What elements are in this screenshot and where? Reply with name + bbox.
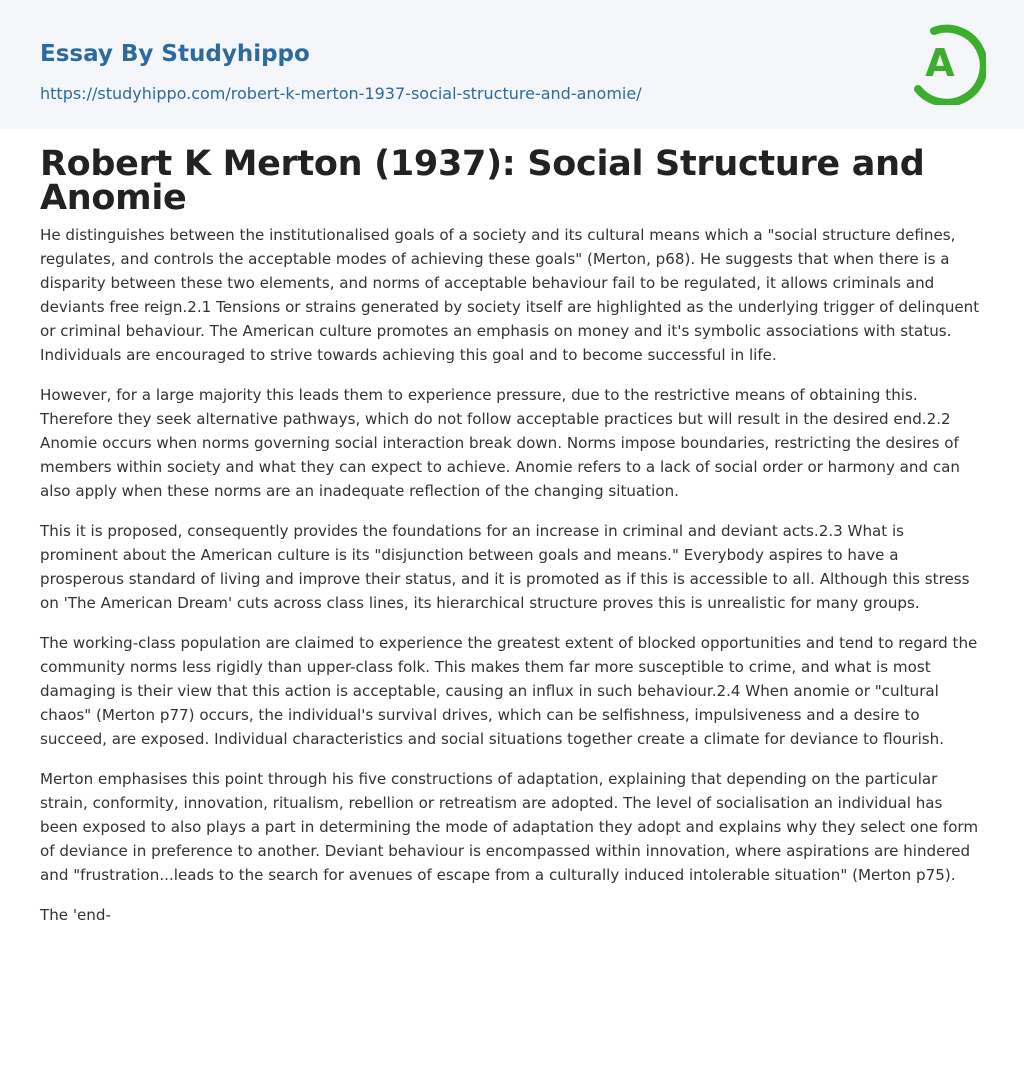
studyhippo-logo-icon[interactable] [912, 19, 986, 105]
site-header [0, 0, 1024, 129]
article-paragraph: However, for a large majority this leads them to experience pressure, due to the restrictive means of obtaining this. Therefore they seek alternative pathways, which do not follow acceptable practices but will result in the desired end.2.2 Anomie occurs when norms governing social interaction break down. Norms impose boundaries, restricting the desires of members within society and what they can expect to achieve. Anomie refers to a lack of social order or harmony and can also apply when these norms are an inadequate reflection of the changing situation. [40, 386, 960, 500]
site-brand[interactable]: Essay By Studyhippo [40, 41, 310, 67]
logo-letter: A [925, 41, 955, 85]
article-content [0, 144, 1024, 927]
article-paragraph-truncated: The 'end- [40, 906, 111, 924]
article-paragraph: Merton emphasises this point through his five constructions of adaptation, explaining that depending on the particular strain, conformity, innovation, ritualism, rebellion or retreatism are adopted. The level of socialisation an individual has been exposed to also plays a part in determining the mode of adaptation they adopt and explains why they select one form of deviance in preference to another. Deviant behaviour is encompassed within innovation, where aspirations are hindered and "frustration...leads to the search for avenues of escape from a culturally induced intolerable situation" (Merton p75). [40, 770, 979, 884]
article-paragraph: This it is proposed, consequently provides the foundations for an increase in criminal and deviant acts.2.3 What is prominent about the American culture is its "disjunction between goals and means." Everybody aspires to have a prosperous standard of living and improve their status, and it is promoted as if this is accessible to all. Although this stress on 'The American Dream' cuts across class lines, its hierarchical structure proves this is unrealistic for many groups. [40, 522, 970, 612]
article-title: Robert K Merton (1937): Social Structure and Anomie [40, 144, 925, 218]
article-paragraph: He distinguishes between the institutionalised goals of a society and its cultural means which a "social structure defines, regulates, and controls the acceptable modes of achieving these goals" (Merton, p68). He suggests that when there is a disparity between these two elements, and norms of acceptable behaviour fail to be regulated, it allows criminals and deviants free reign.2.1 Tensions or strains generated by society itself are highlighted as the underlying trigger of delinquent or criminal behaviour. The American culture promotes an emphasis on money and it's symbolic associations with status. Individuals are encouraged to strive towards achieving this goal and to become successful in life. [40, 226, 980, 364]
article-url-link[interactable]: https://studyhippo.com/robert-k-merton-1937-social-structure-and-anomie/ [40, 84, 642, 103]
article-paragraph: The working-class population are claimed to experience the greatest extent of blocked opportunities and tend to regard the community norms less rigidly than upper-class folk. This makes them far more susceptible to crime, and what is most damaging is their view that this action is acceptable, causing an influx in such behaviour.2.4 When anomie or "cultural chaos" (Merton p77) occurs, the individual's survival drives, which can be selfishness, impulsiveness and a desire to succeed, are exposed. Individual characteristics and social situations together create a climate for deviance to flourish. [40, 634, 978, 748]
